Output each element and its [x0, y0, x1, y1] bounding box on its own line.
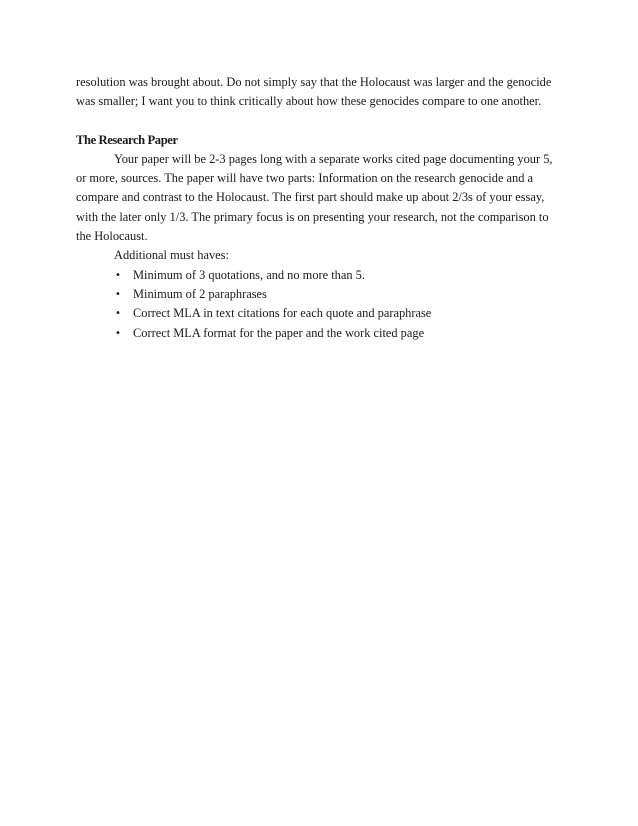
additional-requirements-label: Additional must haves:	[114, 248, 229, 263]
research-paper-paragraph: Your paper will be 2-3 pages long with a separate works cited page documenting your 5, or more, sources. The paper will have two parts: Information on the research genocide and a compare and contrast to the Holocaust. The first part should make up about 2/3s of your essay, with the later only 1/3. The primary focus is on presenting your research, not the comparison to the Holocaust.	[76, 151, 553, 244]
section-heading: The Research Paper	[76, 132, 178, 147]
list-item-text: Minimum of 2 paraphrases	[133, 286, 267, 301]
list-item-text: Correct MLA in text citations for each quote and paraphrase	[133, 306, 432, 321]
requirements-list	[76, 266, 562, 343]
list-item	[114, 304, 562, 323]
list-item	[114, 266, 562, 285]
bullet-icon: •	[115, 327, 121, 339]
bullet-icon: •	[115, 308, 121, 320]
list-item	[114, 285, 562, 304]
bullet-icon: •	[115, 269, 121, 281]
list-item	[114, 324, 562, 343]
intro-paragraph: resolution was brought about. Do not simply say that the Holocaust was larger and the genocide was smaller; I want you to think critically about how these genocides compare to one another.	[76, 75, 552, 109]
list-item-text: Minimum of 3 quotations, and no more than 5.	[133, 267, 365, 282]
document-body	[76, 73, 562, 343]
bullet-icon: •	[115, 288, 121, 300]
list-item-text: Correct MLA format for the paper and the work cited page	[133, 325, 425, 340]
